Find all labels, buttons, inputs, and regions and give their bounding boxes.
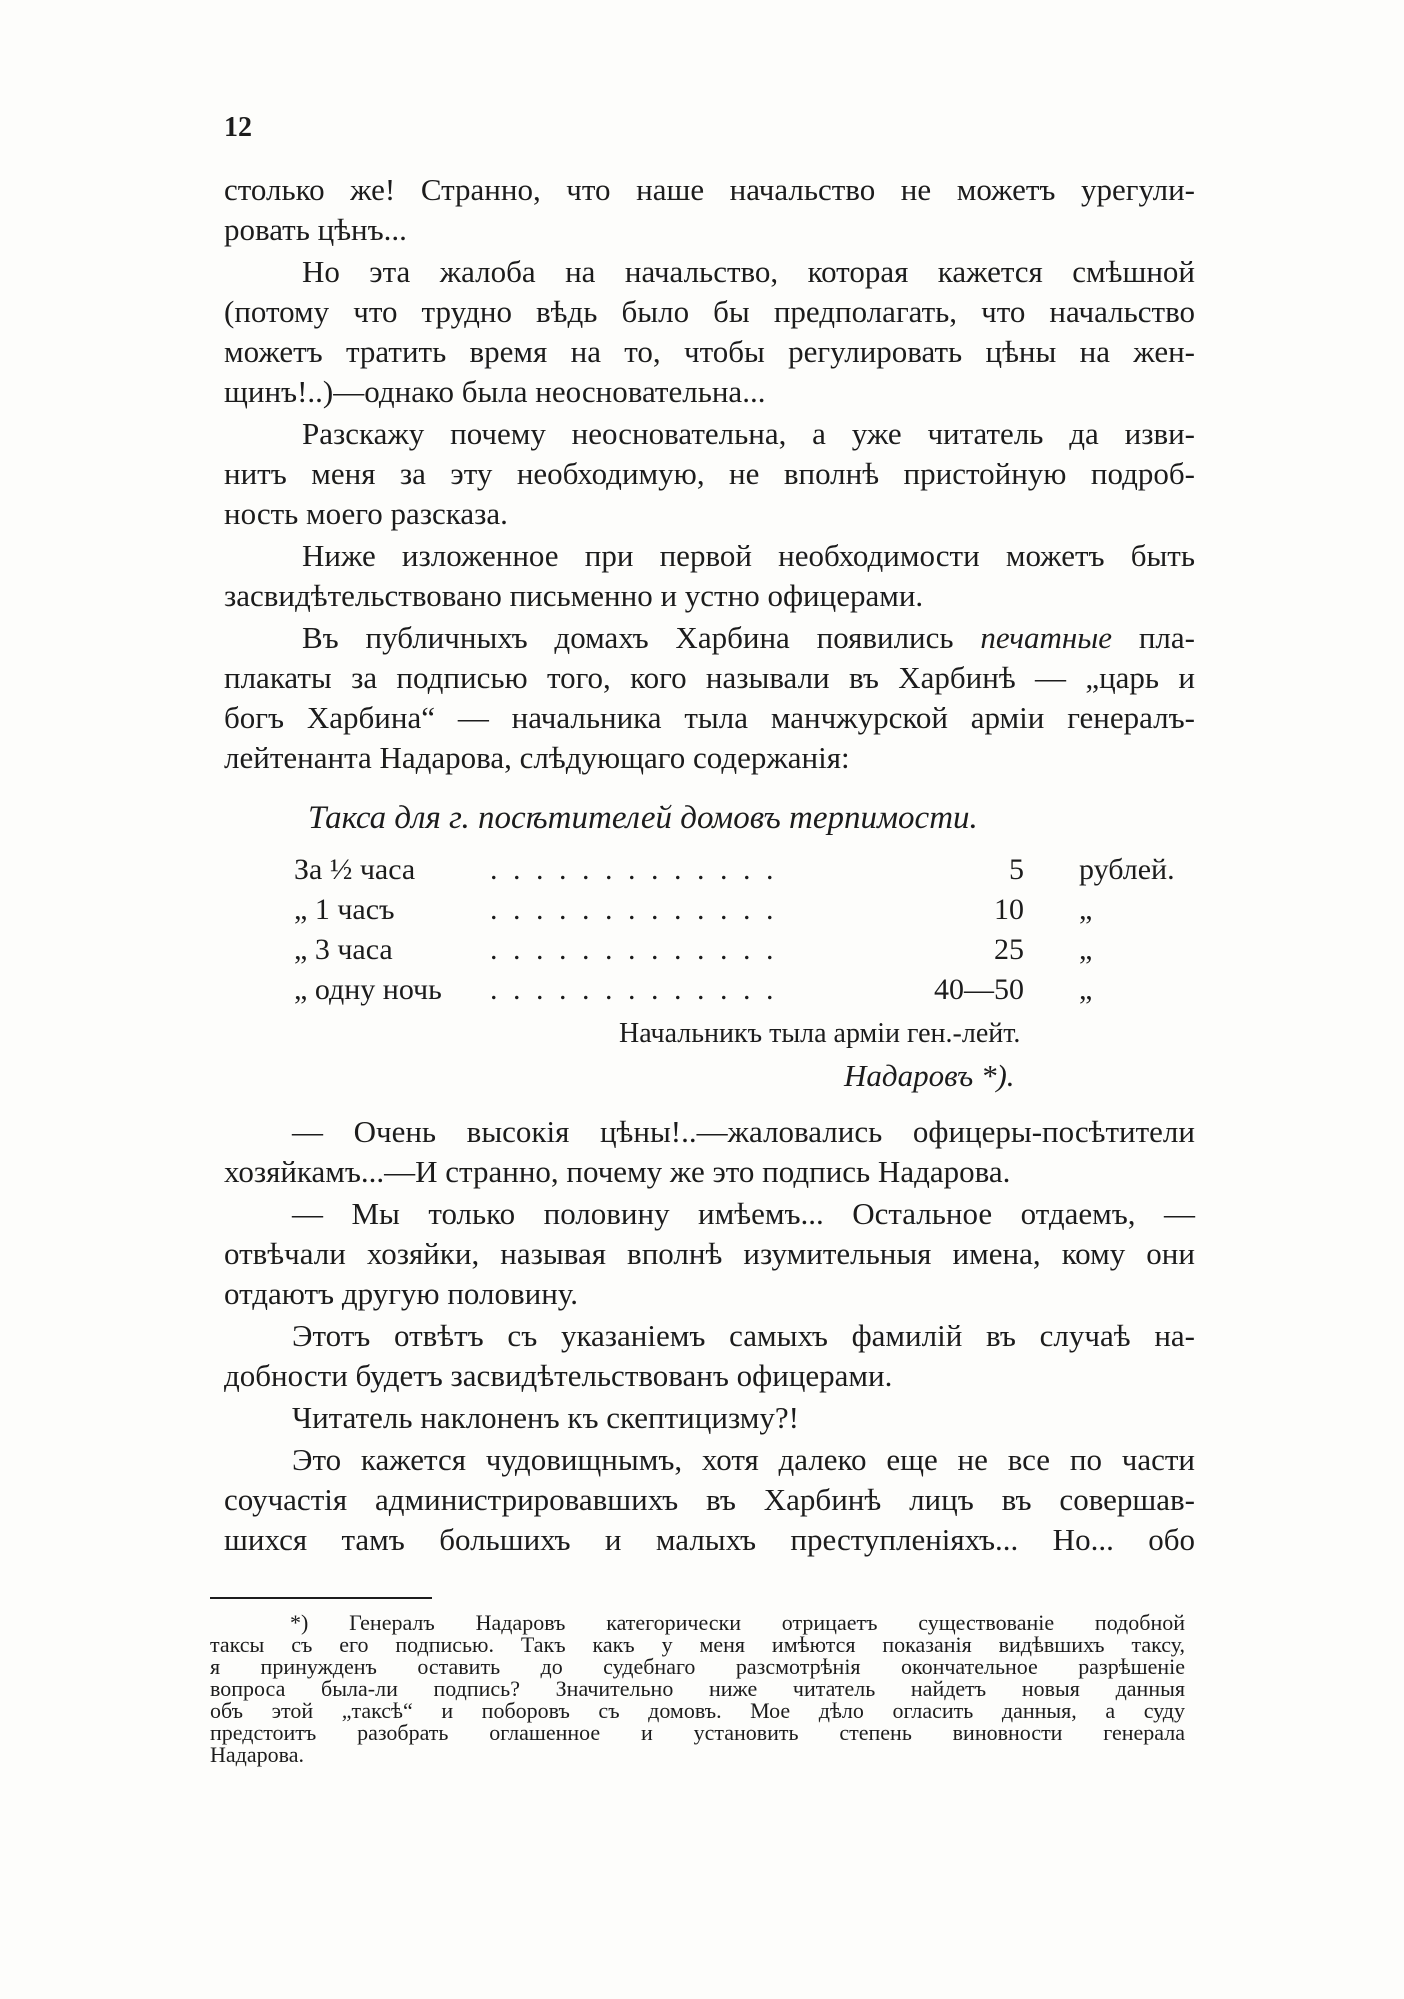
body-line: — Очень высокія цѣны!..—жаловались офицеры-посѣтители bbox=[292, 1114, 1195, 1149]
placard-title: Такса для г. посѣтителей домовъ терпимости. bbox=[308, 800, 978, 836]
body-line: Этотъ отвѣтъ съ указаніемъ самыхъ фамилій въ случаѣ на- bbox=[292, 1318, 1195, 1353]
body-line-start: Въ публичныхъ домахъ Харбина появились bbox=[302, 620, 954, 655]
body-line: щинъ!..)—однако была неосновательна... bbox=[224, 374, 766, 409]
body-line: можетъ тратить время на то, чтобы регулировать цѣны на жен- bbox=[224, 334, 1195, 369]
signature-name: Надаровъ *). bbox=[844, 1058, 1015, 1093]
tariff-row bbox=[294, 930, 1134, 970]
tariff-row bbox=[294, 970, 1134, 1010]
body-line-end: пла- bbox=[1138, 620, 1195, 655]
tariff-row bbox=[294, 890, 1134, 930]
footnote-line: я принужденъ оставить до судебнаго разсмотрѣнія окончательное разрѣшеніе bbox=[210, 1654, 1185, 1679]
footnote-line: Надарова. bbox=[210, 1742, 304, 1767]
footnote-rule bbox=[210, 1597, 432, 1599]
body-line: ровать цѣнъ... bbox=[224, 212, 407, 247]
body-line: отдаютъ другую половину. bbox=[224, 1276, 578, 1311]
tariff-price: 40—50 bbox=[934, 973, 1024, 1006]
body-line: Разскажу почему неосновательна, а уже читатель да изви- bbox=[302, 416, 1195, 451]
footnote-line: *) Генералъ Надаровъ категорически отрицаетъ существованіе подобной bbox=[290, 1610, 1185, 1635]
leader-dots: . . . . . . . . . . . . . bbox=[490, 973, 778, 1006]
body-line: Но эта жалоба на начальство, которая кажется смѣшной bbox=[302, 254, 1195, 289]
body-line: Это кажется чудовищнымъ, хотя далеко еще не все по части bbox=[292, 1442, 1195, 1477]
tariff-duration: За ½ часа bbox=[294, 853, 416, 886]
body-line: столько же! Странно, что наше начальство не можетъ урегули- bbox=[224, 172, 1195, 207]
tariff-duration: „ 1 часъ bbox=[294, 893, 395, 926]
tariff-price: 5 bbox=[1009, 853, 1024, 886]
body-line: нитъ меня за эту необходимую, не вполнѣ пристойную подроб- bbox=[224, 456, 1195, 491]
leader-dots: . . . . . . . . . . . . . bbox=[490, 933, 778, 966]
emphasis-word: печатные bbox=[980, 620, 1113, 655]
body-line bbox=[302, 618, 1195, 658]
body-line: хозяйкамъ...—И странно, почему же это подпись Надарова. bbox=[224, 1154, 1011, 1189]
footnote-line: таксы съ его подписью. Такъ какъ у меня имѣются показанія видѣвшихъ таксу, bbox=[210, 1632, 1185, 1657]
footnote-line: предстоитъ разобрать оглашенное и установить степень виновности генерала bbox=[210, 1720, 1185, 1745]
footnote-line: вопроса была-ли подпись? Значительно ниже читатель найдетъ новыя данныя bbox=[210, 1676, 1185, 1701]
body-line: шихся тамъ большихъ и малыхъ преступленіяхъ... Но... обо bbox=[224, 1522, 1195, 1557]
body-line: отвѣчали хозяйки, называя вполнѣ изумительныя имена, кому они bbox=[224, 1236, 1195, 1271]
tariff-price: 25 bbox=[994, 933, 1024, 966]
body-line: ность моего разсказа. bbox=[224, 496, 508, 531]
tariff-unit: „ bbox=[1079, 933, 1093, 966]
body-line: богъ Харбина“ — начальника тыла манчжурской арміи генералъ- bbox=[224, 700, 1195, 735]
tariff-duration: „ одну ночь bbox=[294, 973, 442, 1006]
leader-dots: . . . . . . . . . . . . . bbox=[490, 893, 778, 926]
tariff-row bbox=[294, 850, 1175, 890]
body-line: — Мы только половину имѣемъ... Остальное отдаемъ, — bbox=[292, 1196, 1195, 1231]
signature-title: Начальникъ тыла арміи ген.-лейт. bbox=[619, 1018, 1021, 1049]
tariff-price: 10 bbox=[994, 893, 1024, 926]
body-line: добности будетъ засвидѣтельствованъ офицерами. bbox=[224, 1358, 893, 1393]
tariff-unit: „ bbox=[1079, 973, 1093, 1006]
body-line: соучастія администрировавшихъ въ Харбинѣ лицъ въ совершав- bbox=[224, 1482, 1195, 1517]
page-number: 12 bbox=[224, 112, 252, 143]
leader-dots: . . . . . . . . . . . . . bbox=[490, 853, 778, 886]
tariff-unit: рублей. bbox=[1079, 853, 1175, 886]
body-line: лейтенанта Надарова, слѣдующаго содержанія: bbox=[224, 740, 850, 775]
body-line: Читатель наклоненъ къ скептицизму?! bbox=[292, 1400, 799, 1435]
body-line: засвидѣтельствовано письменно и устно офицерами. bbox=[224, 578, 924, 613]
footnote-line: объ этой „таксѣ“ и поборовъ съ домовъ. Мое дѣло огласить данныя, а суду bbox=[210, 1698, 1185, 1723]
tariff-unit: „ bbox=[1079, 893, 1093, 926]
body-line: плакаты за подписью того, кого называли въ Харбинѣ — „царь и bbox=[224, 660, 1195, 695]
body-line: Ниже изложенное при первой необходимости можетъ быть bbox=[302, 538, 1195, 573]
body-line: (потому что трудно вѣдь было бы предполагать, что начальство bbox=[224, 294, 1195, 329]
tariff-duration: „ 3 часа bbox=[294, 933, 393, 966]
